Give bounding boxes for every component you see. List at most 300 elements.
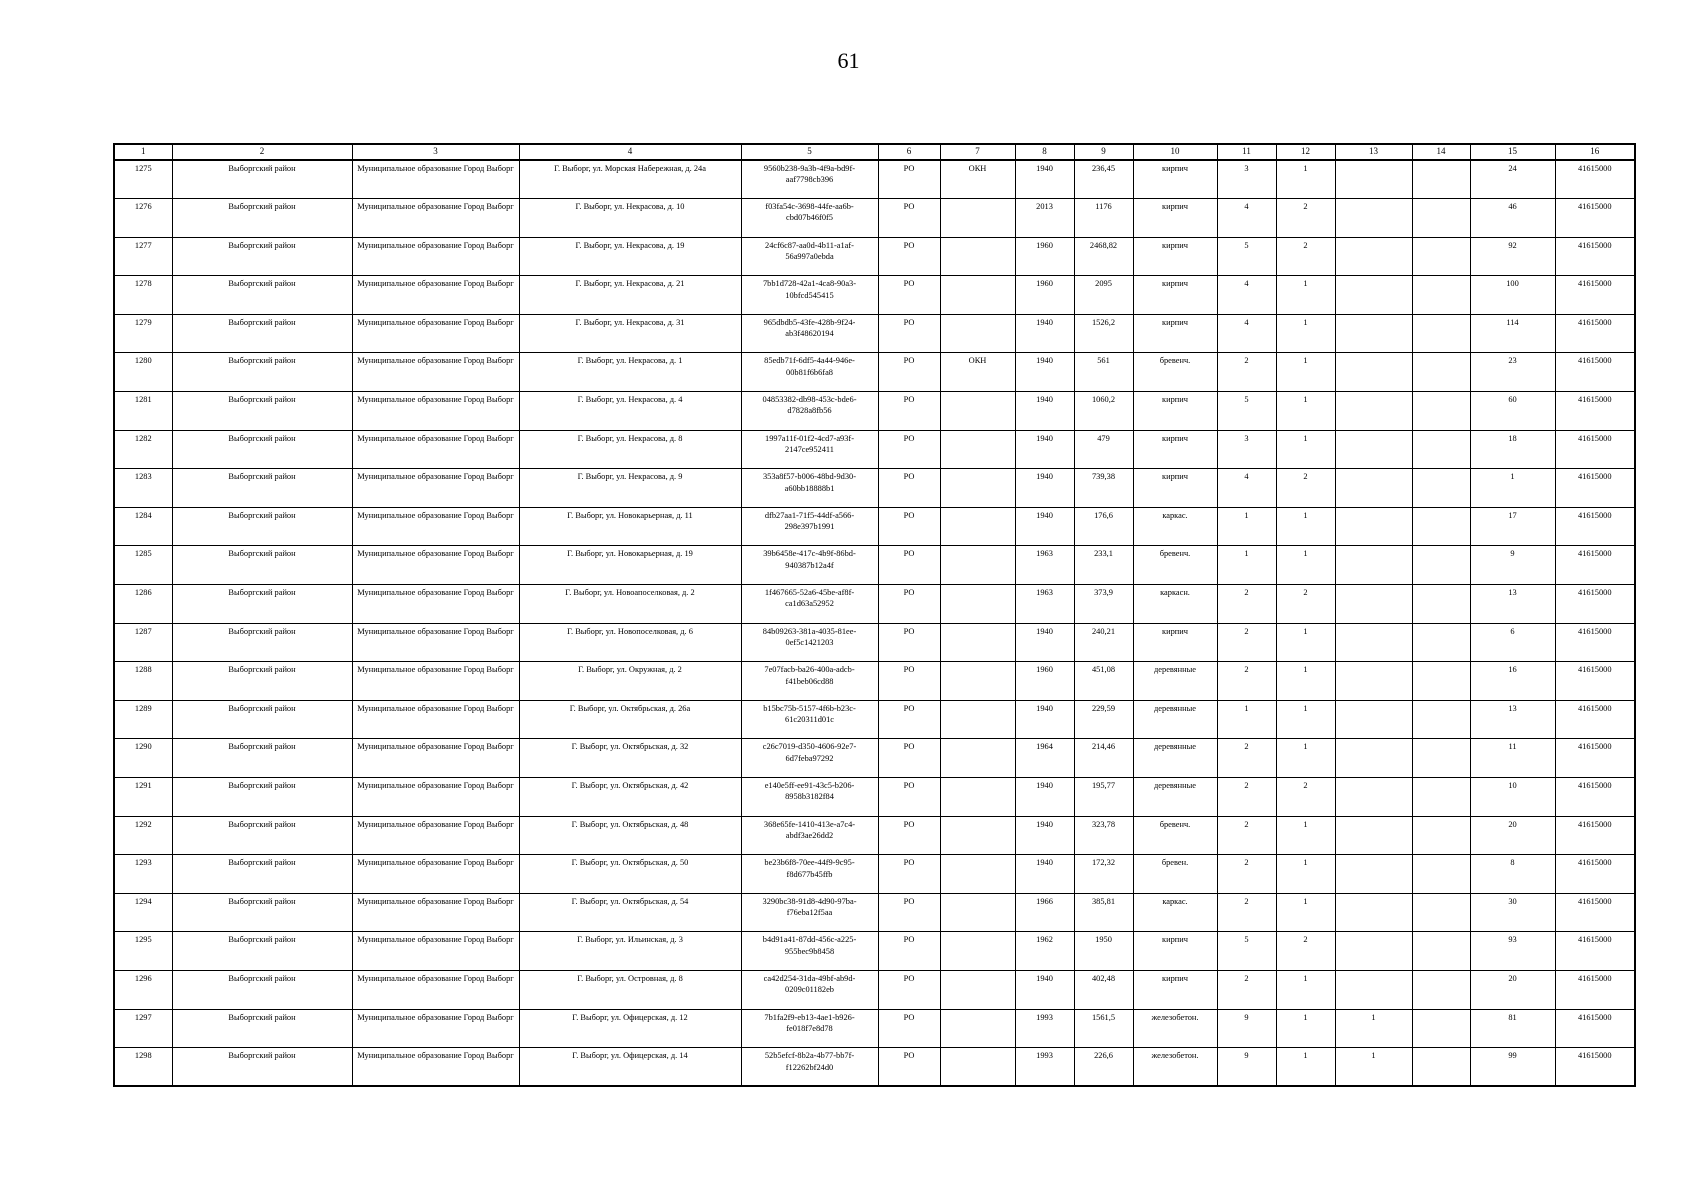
table-cell: 9560b238-9a3b-4f9a-bd9f-aaf7798cb396	[741, 160, 878, 199]
table-cell: деревянные	[1133, 662, 1217, 701]
table-cell: 1	[1276, 507, 1335, 546]
table-cell: 1963	[1015, 585, 1074, 624]
table-cell: ОКН	[940, 160, 1015, 199]
table-cell	[940, 700, 1015, 739]
table-cell: 368e65fe-1410-413e-a7c4-abdf3ae26dd2	[741, 816, 878, 855]
table-cell: 9	[1470, 546, 1555, 585]
table-cell: кирпич	[1133, 970, 1217, 1009]
table-body	[114, 160, 1635, 1086]
table-cell: 1	[1217, 700, 1276, 739]
table-cell: Г. Выборг, ул. Некрасова, д. 21	[519, 276, 741, 315]
table-cell: 1993	[1015, 1048, 1074, 1087]
table-cell: 41615000	[1555, 623, 1635, 662]
table-cell: РО	[878, 199, 940, 238]
table-cell: 60	[1470, 392, 1555, 431]
column-header: 12	[1276, 144, 1335, 160]
table-cell: РО	[878, 430, 940, 469]
table-cell: 9	[1217, 1009, 1276, 1048]
table-cell: Г. Выборг, ул. Новокарьерная, д. 19	[519, 546, 741, 585]
table-cell: 1295	[114, 932, 172, 971]
table-cell: Г. Выборг, ул. Офицерская, д. 12	[519, 1009, 741, 1048]
table-cell: 1286	[114, 585, 172, 624]
table-cell	[940, 392, 1015, 431]
table-cell: 7bb1d728-42a1-4ca8-90a3-10bfcd545415	[741, 276, 878, 315]
table-cell: 4	[1217, 314, 1276, 353]
table-cell	[1412, 430, 1470, 469]
table-cell: Г. Выборг, ул. Окружная, д. 2	[519, 662, 741, 701]
table-cell: 41615000	[1555, 585, 1635, 624]
column-header: 1	[114, 144, 172, 160]
table-cell: 41615000	[1555, 160, 1635, 199]
table-cell: Муниципальное образование Город Выборг	[352, 546, 519, 585]
table-cell: 1297	[114, 1009, 172, 1048]
column-header: 7	[940, 144, 1015, 160]
table-cell	[1412, 469, 1470, 508]
table-cell: кирпич	[1133, 276, 1217, 315]
table-cell: Муниципальное образование Город Выборг	[352, 662, 519, 701]
table-cell: 1526,2	[1074, 314, 1133, 353]
table-cell: b4d91a41-87dd-456c-a225-955bec9b8458	[741, 932, 878, 971]
table-cell: 1940	[1015, 778, 1074, 817]
table-cell: 236,45	[1074, 160, 1133, 199]
table-cell: Выборгский район	[172, 662, 352, 701]
table-cell: 1281	[114, 392, 172, 431]
table-cell	[1412, 199, 1470, 238]
table-cell: 10	[1470, 778, 1555, 817]
table-cell: бревен.	[1133, 855, 1217, 894]
table-cell: РО	[878, 546, 940, 585]
table-cell: РО	[878, 932, 940, 971]
table-row	[114, 855, 1635, 894]
table-cell: 1993	[1015, 1009, 1074, 1048]
table-cell	[940, 430, 1015, 469]
table-cell	[940, 276, 1015, 315]
table-cell: 52b5efcf-8b2a-4b77-bb7f-f12262bf24d0	[741, 1048, 878, 1087]
table-header	[114, 144, 1635, 160]
table-cell: кирпич	[1133, 237, 1217, 276]
table-cell: 1	[1276, 623, 1335, 662]
column-header: 5	[741, 144, 878, 160]
table-row	[114, 623, 1635, 662]
table-cell: 1275	[114, 160, 172, 199]
table-cell: 965dbdb5-43fe-428b-9f24-ab3f48620194	[741, 314, 878, 353]
table-cell: dfb27aa1-71f5-44df-a566-298e397b1991	[741, 507, 878, 546]
table-cell	[1412, 778, 1470, 817]
table-cell: РО	[878, 1048, 940, 1087]
table-cell: 41615000	[1555, 507, 1635, 546]
table-cell	[940, 855, 1015, 894]
table-cell: 1962	[1015, 932, 1074, 971]
table-cell: РО	[878, 662, 940, 701]
table-cell: 41615000	[1555, 469, 1635, 508]
table-cell	[1412, 739, 1470, 778]
table-cell: 41615000	[1555, 970, 1635, 1009]
table-row	[114, 1048, 1635, 1087]
table-cell: Г. Выборг, ул. Некрасова, д. 19	[519, 237, 741, 276]
table-cell: железобетон.	[1133, 1048, 1217, 1087]
table-cell: 1	[1217, 507, 1276, 546]
table-cell: 3290bc38-91d8-4d90-97ba-f76eba12f5aa	[741, 893, 878, 932]
table-cell: РО	[878, 469, 940, 508]
table-cell	[1335, 585, 1412, 624]
table-cell	[1335, 700, 1412, 739]
table-cell: 1285	[114, 546, 172, 585]
table-cell: 41615000	[1555, 816, 1635, 855]
table-cell: ОКН	[940, 353, 1015, 392]
column-header: 11	[1217, 144, 1276, 160]
table-cell	[1412, 932, 1470, 971]
table-cell: Выборгский район	[172, 1009, 352, 1048]
table-cell: 1940	[1015, 507, 1074, 546]
column-header: 6	[878, 144, 940, 160]
table-cell: бревенч.	[1133, 546, 1217, 585]
table-cell	[1412, 392, 1470, 431]
table-cell	[1335, 546, 1412, 585]
table-cell	[1412, 585, 1470, 624]
table-cell: 3	[1217, 430, 1276, 469]
table-cell: 81	[1470, 1009, 1555, 1048]
table-cell: 1291	[114, 778, 172, 817]
table-cell: 1	[1276, 816, 1335, 855]
table-cell: 1964	[1015, 739, 1074, 778]
table-cell	[940, 469, 1015, 508]
column-header: 2	[172, 144, 352, 160]
table-row	[114, 276, 1635, 315]
table-cell: 1282	[114, 430, 172, 469]
table-cell: 1	[1276, 700, 1335, 739]
table-cell: Выборгский район	[172, 237, 352, 276]
table-cell: Выборгский район	[172, 430, 352, 469]
table-cell: 195,77	[1074, 778, 1133, 817]
table-cell: 11	[1470, 739, 1555, 778]
table-row	[114, 507, 1635, 546]
table-cell: Муниципальное образование Город Выборг	[352, 1009, 519, 1048]
column-header: 15	[1470, 144, 1555, 160]
table-cell: 1	[1276, 1048, 1335, 1087]
table-cell: 385,81	[1074, 893, 1133, 932]
table-cell: Выборгский район	[172, 585, 352, 624]
table-cell: 04853382-db98-453c-bde6-d7828a8fb56	[741, 392, 878, 431]
table-cell: 2	[1276, 778, 1335, 817]
table-cell: Выборгский район	[172, 314, 352, 353]
table-cell: 5	[1217, 392, 1276, 431]
table-cell	[1412, 816, 1470, 855]
table-cell: 214,46	[1074, 739, 1133, 778]
table-cell: 30	[1470, 893, 1555, 932]
table-cell	[940, 507, 1015, 546]
table-cell: кирпич	[1133, 932, 1217, 971]
table-cell: 353a8f57-b006-48bd-9d30-a60bb18888b1	[741, 469, 878, 508]
table-cell: 1292	[114, 816, 172, 855]
table-cell: 1	[1276, 739, 1335, 778]
table-cell: 93	[1470, 932, 1555, 971]
table-cell: Выборгский район	[172, 932, 352, 971]
table-cell: Г. Выборг, ул. Октябрьская, д. 50	[519, 855, 741, 894]
table-cell	[1335, 623, 1412, 662]
table-row	[114, 430, 1635, 469]
table-row	[114, 778, 1635, 817]
table-cell	[1335, 970, 1412, 1009]
table-cell: РО	[878, 739, 940, 778]
table-row	[114, 237, 1635, 276]
table-cell: 1940	[1015, 816, 1074, 855]
table-cell: 41615000	[1555, 893, 1635, 932]
table-cell: РО	[878, 585, 940, 624]
table-cell: 92	[1470, 237, 1555, 276]
table-cell	[1335, 507, 1412, 546]
table-row	[114, 469, 1635, 508]
table-cell: 1	[1276, 970, 1335, 1009]
table-cell: 9	[1217, 1048, 1276, 1087]
column-header: 14	[1412, 144, 1470, 160]
table-cell: кирпич	[1133, 430, 1217, 469]
table-cell: железобетон.	[1133, 1009, 1217, 1048]
table-row	[114, 662, 1635, 701]
table-cell: 2	[1217, 816, 1276, 855]
table-cell: 1940	[1015, 314, 1074, 353]
table-cell: Г. Выборг, ул. Октябрьская, д. 48	[519, 816, 741, 855]
table-cell: каркас.	[1133, 507, 1217, 546]
table-cell	[1335, 469, 1412, 508]
table-cell: 20	[1470, 970, 1555, 1009]
table-cell: кирпич	[1133, 199, 1217, 238]
table-cell: 41615000	[1555, 662, 1635, 701]
column-header: 8	[1015, 144, 1074, 160]
table-cell	[940, 623, 1015, 662]
table-cell: b15bc75b-5157-4f6b-b23c-61c20311d01c	[741, 700, 878, 739]
table-cell	[1412, 314, 1470, 353]
table-cell	[1412, 623, 1470, 662]
table-cell	[940, 778, 1015, 817]
table-cell: 1276	[114, 199, 172, 238]
table-cell: 240,21	[1074, 623, 1133, 662]
table-cell: 2	[1217, 585, 1276, 624]
table-cell: Г. Выборг, ул. Новопоселковая, д. 6	[519, 623, 741, 662]
table-cell: Г. Выборг, ул. Морская Набережная, д. 24а	[519, 160, 741, 199]
table-cell: Выборгский район	[172, 816, 352, 855]
table-cell	[1335, 276, 1412, 315]
table-cell: 1940	[1015, 469, 1074, 508]
column-header: 13	[1335, 144, 1412, 160]
table-cell: 41615000	[1555, 276, 1635, 315]
table-cell: Муниципальное образование Город Выборг	[352, 160, 519, 199]
table-cell: 1	[1276, 392, 1335, 431]
table-row	[114, 392, 1635, 431]
table-cell: Муниципальное образование Город Выборг	[352, 430, 519, 469]
table-cell: 16	[1470, 662, 1555, 701]
table-cell: 233,1	[1074, 546, 1133, 585]
table-cell: 7b1fa2f9-eb13-4ae1-b926-fe018f7e8d78	[741, 1009, 878, 1048]
table-cell	[1412, 700, 1470, 739]
table-cell: Г. Выборг, ул. Октябрьская, д. 26а	[519, 700, 741, 739]
table-cell: 7e07facb-ba26-400a-adcb-f41beb06cd88	[741, 662, 878, 701]
table-cell: Г. Выборг, ул. Некрасова, д. 31	[519, 314, 741, 353]
table-cell: 39b6458e-417c-4b9f-86bd-940387b12a4f	[741, 546, 878, 585]
table-cell: 2	[1217, 778, 1276, 817]
table-cell: 1	[1276, 353, 1335, 392]
table-row	[114, 199, 1635, 238]
table-cell: Г. Выборг, ул. Октябрьская, д. 32	[519, 739, 741, 778]
table-cell: 1950	[1074, 932, 1133, 971]
table-cell: каркасн.	[1133, 585, 1217, 624]
table-cell	[1412, 546, 1470, 585]
table-cell: 1960	[1015, 237, 1074, 276]
table-cell: 226,6	[1074, 1048, 1133, 1087]
table-cell: РО	[878, 1009, 940, 1048]
table-cell: РО	[878, 970, 940, 1009]
table-cell: 1940	[1015, 392, 1074, 431]
table-cell: Выборгский район	[172, 469, 352, 508]
table-cell: 2	[1217, 970, 1276, 1009]
table-cell: РО	[878, 507, 940, 546]
table-cell: Г. Выборг, ул. Новоапоселковая, д. 2	[519, 585, 741, 624]
table-cell: 1294	[114, 893, 172, 932]
table-cell: Муниципальное образование Город Выборг	[352, 507, 519, 546]
table-cell	[940, 546, 1015, 585]
table-cell: 2	[1276, 585, 1335, 624]
table-cell: Г. Выборг, ул. Ильинская, д. 3	[519, 932, 741, 971]
table-cell: Г. Выборг, ул. Островная, д. 8	[519, 970, 741, 1009]
table-cell	[1335, 739, 1412, 778]
table-cell	[940, 199, 1015, 238]
table-cell: 451,08	[1074, 662, 1133, 701]
table-cell: каркас.	[1133, 893, 1217, 932]
table-cell: 1296	[114, 970, 172, 1009]
table-cell	[1412, 237, 1470, 276]
table-cell: 1289	[114, 700, 172, 739]
table-cell: 739,38	[1074, 469, 1133, 508]
table-cell: РО	[878, 778, 940, 817]
table-cell: 2	[1217, 353, 1276, 392]
table-cell: Выборгский район	[172, 739, 352, 778]
table-cell: c26c7019-d350-4606-92e7-6d7feba97292	[741, 739, 878, 778]
table-cell: Выборгский район	[172, 970, 352, 1009]
table-cell: 41615000	[1555, 739, 1635, 778]
table-cell: 1	[1276, 1009, 1335, 1048]
table-row	[114, 1009, 1635, 1048]
table-cell: 1f467665-52a6-45be-af8f-ca1d63a52952	[741, 585, 878, 624]
table-cell: e140e5ff-ee91-43c5-b206-8958b3182f84	[741, 778, 878, 817]
table-cell: Муниципальное образование Город Выборг	[352, 585, 519, 624]
table-cell	[1412, 970, 1470, 1009]
table-cell: Муниципальное образование Город Выборг	[352, 469, 519, 508]
table-cell: Г. Выборг, ул. Некрасова, д. 4	[519, 392, 741, 431]
table-cell: Выборгский район	[172, 1048, 352, 1087]
table-cell: Муниципальное образование Город Выборг	[352, 778, 519, 817]
table-cell	[1335, 778, 1412, 817]
table-cell	[1412, 855, 1470, 894]
table-cell	[1412, 1009, 1470, 1048]
table-cell: 1	[1470, 469, 1555, 508]
table-cell: f03fa54c-3698-44fe-aa6b-cbd07b46f0f5	[741, 199, 878, 238]
table-cell	[940, 237, 1015, 276]
table-cell: 99	[1470, 1048, 1555, 1087]
table-cell: 1	[1276, 160, 1335, 199]
table-cell: 41615000	[1555, 353, 1635, 392]
table-cell: 1	[1335, 1048, 1412, 1087]
table-cell: Г. Выборг, ул. Октябрьская, д. 54	[519, 893, 741, 932]
table-cell: 561	[1074, 353, 1133, 392]
table-cell: 1	[1335, 1009, 1412, 1048]
table-cell: Муниципальное образование Город Выборг	[352, 353, 519, 392]
table-cell: 1	[1276, 855, 1335, 894]
table-cell: Выборгский район	[172, 507, 352, 546]
table-cell: 2	[1276, 237, 1335, 276]
table-cell	[940, 970, 1015, 1009]
table-cell: Г. Выборг, ул. Октябрьская, д. 42	[519, 778, 741, 817]
table-cell	[1335, 199, 1412, 238]
table-cell: Муниципальное образование Город Выборг	[352, 623, 519, 662]
table-cell: деревянные	[1133, 739, 1217, 778]
table-cell	[940, 585, 1015, 624]
table-cell: Г. Выборг, ул. Новокарьерная, д. 11	[519, 507, 741, 546]
table-cell	[1412, 507, 1470, 546]
table-cell	[1335, 430, 1412, 469]
table-cell: 85edb71f-6df5-4a44-946e-00b81f6b6fa8	[741, 353, 878, 392]
table-cell	[1335, 855, 1412, 894]
table-cell: Муниципальное образование Город Выборг	[352, 276, 519, 315]
table-cell	[1335, 816, 1412, 855]
table-cell: Выборгский район	[172, 160, 352, 199]
table-cell: 1940	[1015, 700, 1074, 739]
table-cell: 373,9	[1074, 585, 1133, 624]
table-cell: 1283	[114, 469, 172, 508]
table-cell: 3	[1217, 160, 1276, 199]
table-cell	[1335, 662, 1412, 701]
table-cell: 2	[1217, 855, 1276, 894]
table-cell: Выборгский район	[172, 392, 352, 431]
table-cell: Муниципальное образование Город Выборг	[352, 700, 519, 739]
column-header: 16	[1555, 144, 1635, 160]
table-cell: 1966	[1015, 893, 1074, 932]
table-row	[114, 816, 1635, 855]
table-cell: 114	[1470, 314, 1555, 353]
table-cell: кирпич	[1133, 314, 1217, 353]
table-cell: Муниципальное образование Город Выборг	[352, 314, 519, 353]
table-cell: 2468,82	[1074, 237, 1133, 276]
table-cell: Г. Выборг, ул. Офицерская, д. 14	[519, 1048, 741, 1087]
table-cell: Муниципальное образование Город Выборг	[352, 392, 519, 431]
table-cell: кирпич	[1133, 623, 1217, 662]
table-cell: 176,6	[1074, 507, 1133, 546]
table-cell	[940, 1009, 1015, 1048]
table-cell: Муниципальное образование Город Выборг	[352, 816, 519, 855]
table-cell: 41615000	[1555, 430, 1635, 469]
table-cell	[1335, 160, 1412, 199]
table-cell: 1940	[1015, 623, 1074, 662]
table-cell: 1	[1276, 662, 1335, 701]
table-cell: бревенч.	[1133, 353, 1217, 392]
table-cell: 1997a11f-01f2-4cd7-a93f-2147ce952411	[741, 430, 878, 469]
table-cell: 402,48	[1074, 970, 1133, 1009]
table-cell	[940, 1048, 1015, 1087]
table-cell: Муниципальное образование Город Выборг	[352, 237, 519, 276]
table-cell: РО	[878, 623, 940, 662]
table-cell: 24	[1470, 160, 1555, 199]
table-cell: РО	[878, 353, 940, 392]
table-cell: РО	[878, 160, 940, 199]
table-cell: Г. Выборг, ул. Некрасова, д. 9	[519, 469, 741, 508]
table-cell: Выборгский район	[172, 778, 352, 817]
table-cell	[1412, 662, 1470, 701]
table-cell: 1963	[1015, 546, 1074, 585]
table-cell: 1288	[114, 662, 172, 701]
table-cell: 84b09263-381a-4035-81ee-0ef5c1421203	[741, 623, 878, 662]
table-cell: Выборгский район	[172, 700, 352, 739]
table-cell	[1335, 932, 1412, 971]
table-row	[114, 932, 1635, 971]
table-row	[114, 893, 1635, 932]
